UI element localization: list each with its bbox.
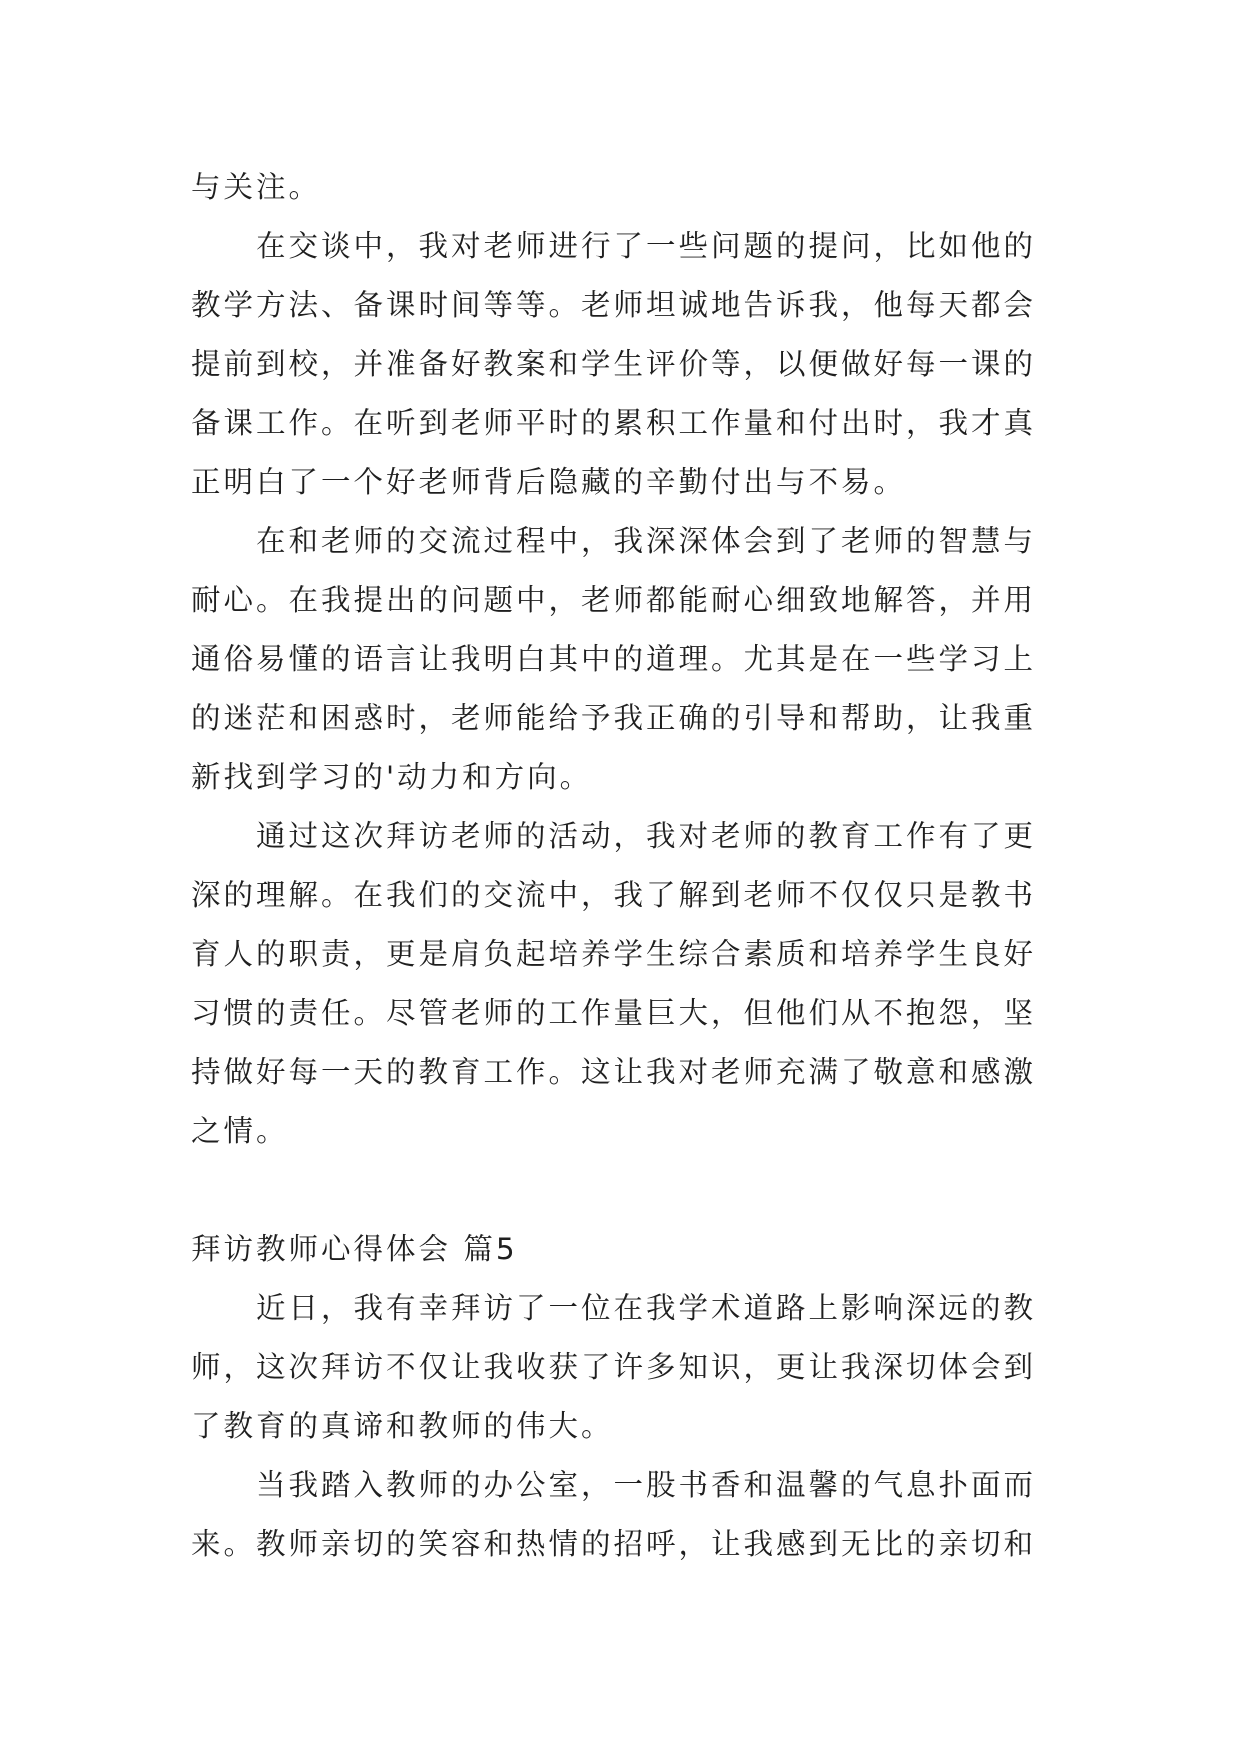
paragraph-office: 当我踏入教师的办公室，一股书香和温馨的气息扑面而来。教师亲切的笑容和热情的招呼，让我感到无比的亲切和 <box>191 1468 1037 1561</box>
paragraph-wisdom: 在和老师的交流过程中，我深深体会到了老师的智慧与耐心。在我提出的问题中，老师都能耐心细致地解答，并用通俗易懂的语言让我明白其中的道理。尤其是在一些学习上的迷茫和困惑时，老师能给予我正确的引导和帮助，让我重新找到学习的'动力和方向。 <box>191 524 1037 794</box>
section-heading: 拜访教师心得体会 篇5 <box>191 1232 518 1266</box>
paragraph-conversation: 在交谈中，我对老师进行了一些问题的提问，比如他的教学方法、备课时间等等。老师坦诚地告诉我，他每天都会提前到校，并准备好教案和学生评价等，以便做好每一课的备课工作。在听到老师平时的累积工作量和付出时，我才真正明白了一个好老师背后隐藏的辛勤付出与不易。 <box>191 229 1037 499</box>
paragraph-continuation: 与关注。 <box>191 170 322 204</box>
paragraph-visit-intro: 近日，我有幸拜访了一位在我学术道路上影响深远的教师，这次拜访不仅让我收获了许多知识，更让我深切体会到了教育的真谛和教师的伟大。 <box>191 1291 1037 1443</box>
document-body <box>191 158 1051 1574</box>
paragraph-understanding: 通过这次拜访老师的活动，我对老师的教育工作有了更深的理解。在我们的交流中，我了解到老师不仅仅只是教书育人的职责，更是肩负起培养学生综合素质和培养学生良好习惯的责任。尽管老师的工作量巨大，但他们从不抱怨，坚持做好每一天的教育工作。这让我对老师充满了敬意和感激之情。 <box>191 819 1037 1148</box>
